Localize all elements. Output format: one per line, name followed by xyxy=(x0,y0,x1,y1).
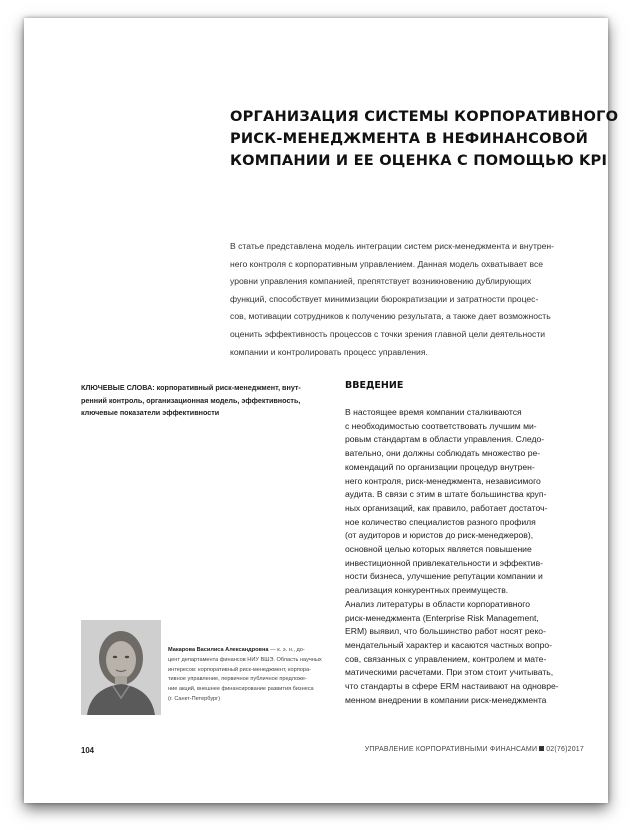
keywords-line: ключевые показатели эффективности xyxy=(81,408,220,417)
title-line: ОРГАНИЗАЦИЯ СИСТЕМЫ КОРПОРАТИВНОГО xyxy=(230,108,619,125)
body-line: (от аудиторов и юристов до риск-менеджеров), xyxy=(345,530,534,541)
page-number: 104 xyxy=(81,746,95,755)
abstract-line: сов, мотивации сотрудников к получению результата, а также дает возможность xyxy=(230,311,551,322)
abstract-line: функций, способствует минимизации бюрократизации и затратности процес- xyxy=(230,293,539,304)
body-text xyxy=(345,406,590,707)
section-heading: ВВЕДЕНИЕ xyxy=(345,380,404,391)
author-degree: — к. э. н., до- xyxy=(268,647,305,653)
author-line: (г. Санкт-Петербург) xyxy=(168,695,221,702)
body-line: менном внедрении в компании риск-менеджмента xyxy=(345,694,547,705)
author-photo xyxy=(81,620,161,715)
body-line: риск-менеджмента (Enterprise Risk Management, xyxy=(345,612,539,623)
body-line: ности бизнеса, улучшение репутации компании и xyxy=(345,571,543,582)
body-line: матическими расчетами. При этом стоит учитывать, xyxy=(345,667,554,678)
body-line: вательно, они должны соблюдать множество ре- xyxy=(345,448,541,459)
abstract-line: него контроля с корпоративным управлением. Данная модель охватывает все xyxy=(230,258,544,269)
journal-footer xyxy=(365,746,584,753)
body-line: инвестиционной привлекательности и эффектив- xyxy=(345,557,544,568)
body-line: ровым стандартам в области управления. Следо- xyxy=(345,434,545,445)
body-line: него контроля, риск-менеджмента, независимого xyxy=(345,475,541,486)
body-line: с необходимостью соответствовать лучшим ми- xyxy=(345,420,537,431)
keywords-line: ренний контроль, организационная модель, эффективность, xyxy=(81,395,301,405)
author-line: тивное управление, первичное публичное предложе- xyxy=(168,676,307,683)
author-line: ние акций, внешнее финансирование развития бизнеса xyxy=(168,686,314,693)
body-line: Анализ литературы в области корпоративного xyxy=(345,598,531,609)
title-line: РИСК-МЕНЕДЖМЕНТА В НЕФИНАНСОВОЙ xyxy=(230,130,589,147)
body-line: что стандарты в сфере ERM настаивают на одновре- xyxy=(345,681,559,692)
body-line: комендаций по организации процедур внутрен- xyxy=(345,461,535,472)
abstract-line: В статье представлена модель интеграции систем риск-менеджмента и внутрен- xyxy=(230,241,555,251)
body-line: сов, связанных с управлением, контролем и мате- xyxy=(345,653,547,664)
body-line: ных организаций, как правило, работает достаточ- xyxy=(345,502,548,513)
abstract-line: оценить эффективность процессов с точки зрения главной цели деятельности xyxy=(230,328,546,339)
article-title xyxy=(230,106,619,172)
body-line: основной целью которых является повышение xyxy=(345,544,532,555)
square-bullet-icon xyxy=(539,746,544,751)
author-portrait-icon xyxy=(81,620,161,715)
keywords-line: КЛЮЧЕВЫЕ СЛОВА: корпоративный риск-менеджмент, внут- xyxy=(81,383,301,392)
journal-issue: 02(76)2017 xyxy=(546,746,584,753)
author-info xyxy=(168,646,328,705)
journal-name: УПРАВЛЕНИЕ КОРПОРАТИВНЫМИ ФИНАНСАМИ xyxy=(364,746,538,753)
title-line: КОМПАНИИ И ЕЕ ОЦЕНКА С ПОМОЩЬЮ KPI xyxy=(230,152,608,169)
abstract-line: компании и контролировать процесс управления. xyxy=(230,346,428,357)
keywords xyxy=(81,382,326,420)
body-line: реализация конкурентных преимуществ. xyxy=(345,585,509,596)
body-line: В настоящее время компании сталкиваются xyxy=(345,407,522,417)
abstract-line: уровни управления компанией, препятствует возникновению дублирующих xyxy=(230,276,532,287)
abstract xyxy=(230,238,584,361)
author-first-line xyxy=(168,646,328,656)
author-line: интересов: корпоративный риск-менеджмент, корпора- xyxy=(168,666,311,673)
body-line: ERM) выявил, что большинство работ носят реко- xyxy=(345,626,546,637)
body-line: мендательный характер и касаются частных вопро- xyxy=(345,639,553,650)
author-name: Макарова Василиса Александровна xyxy=(168,647,269,653)
body-line: аудита. В связи с этим в штате большинства круп- xyxy=(345,489,547,500)
body-line: ное количество специалистов разного профиля xyxy=(345,516,536,527)
author-line: цент департамента финансов НИУ ВШЭ. Область научных xyxy=(168,656,322,663)
